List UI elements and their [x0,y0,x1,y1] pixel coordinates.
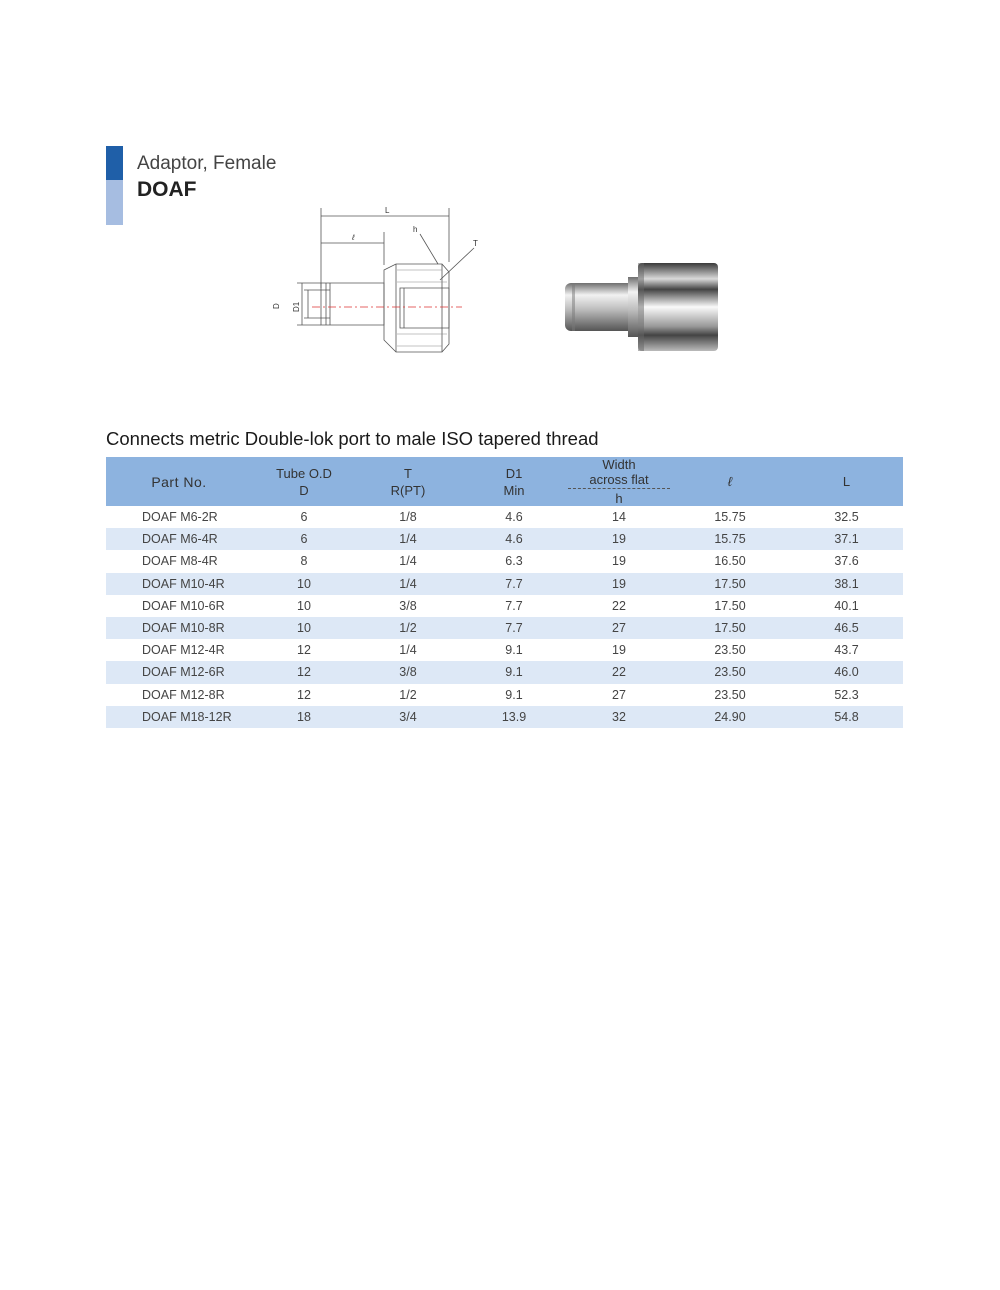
cell-l-big: 40.1 [834,598,859,613]
cell-d1: 13.9 [501,709,527,724]
cell-part-no: DOAF M10-8R [142,621,225,636]
cell-d1: 4.6 [505,532,523,547]
cell-tube-od: 10 [297,621,311,636]
cell-d1: 7.7 [505,598,523,613]
dimensions-table [106,457,903,728]
dim-label-L: L [385,206,390,215]
cell-part-no: DOAF M12-6R [142,665,225,680]
cell-h: 19 [612,576,626,591]
cell-tube-od: 10 [297,576,311,591]
product-subtitle: Adaptor, Female [137,153,277,174]
cell-h: 19 [612,532,626,547]
header-t: T R(PT) [390,465,426,498]
cell-h: 22 [612,665,626,680]
table-row [106,550,903,572]
cell-t: 3/8 [399,665,417,680]
table-row [106,595,903,617]
cell-l-big: 46.0 [834,665,859,680]
cell-tube-od: 10 [297,598,311,613]
cell-tube-od: 6 [300,510,308,525]
table-row [106,639,903,661]
cell-l-big: 37.1 [834,532,859,547]
cell-l-small: 23.50 [714,643,746,658]
cell-d1: 9.1 [505,665,523,680]
cell-t: 3/4 [399,709,417,724]
dim-label-T: T [473,239,478,248]
cell-l-big: 52.3 [834,687,859,702]
cell-l-small: 23.50 [714,665,746,680]
cell-part-no: DOAF M10-4R [142,576,225,591]
table-row [106,661,903,683]
cell-d1: 9.1 [505,687,523,702]
table-row [106,617,903,639]
table-row [106,528,903,550]
cell-tube-od: 8 [300,554,308,569]
header-tube-od: Tube O.D D [276,465,332,498]
cell-part-no: DOAF M12-8R [142,687,225,702]
cell-h: 27 [612,621,626,636]
cell-l-small: 15.75 [714,532,746,547]
cell-t: 1/2 [399,687,417,702]
cell-t: 1/4 [399,554,417,569]
cell-tube-od: 18 [297,709,311,724]
cell-part-no: DOAF M6-2R [142,510,218,525]
cell-l-big: 38.1 [834,576,859,591]
dim-label-D1: D1 [292,301,301,312]
header-l-big: L [842,474,851,489]
accent-bar-light [106,180,123,225]
cell-tube-od: 12 [297,665,311,680]
cell-l-big: 54.8 [834,709,859,724]
table-header-row [106,457,903,506]
cell-h: 14 [612,510,626,525]
cell-t: 3/8 [399,598,417,613]
dim-label-D: D [272,303,281,309]
header-width-across-flat: Width across flat h [568,457,670,506]
cell-l-small: 17.50 [714,598,746,613]
cell-l-small: 17.50 [714,576,746,591]
cell-t: 1/4 [399,532,417,547]
accent-bar-dark [106,146,123,180]
table-row [106,684,903,706]
cell-l-small: 23.50 [714,687,746,702]
cell-part-no: DOAF M12-4R [142,643,225,658]
cell-d1: 4.6 [505,510,523,525]
cell-part-no: DOAF M8-4R [142,554,218,569]
cell-h: 19 [612,554,626,569]
cell-part-no: DOAF M10-6R [142,598,225,613]
cell-d1: 6.3 [505,554,523,569]
dim-label-h: h [413,225,418,234]
table-row [106,506,903,528]
cell-l-big: 37.6 [834,554,859,569]
cell-part-no: DOAF M18-12R [142,709,232,724]
cell-l-big: 43.7 [834,643,859,658]
cell-l-small: 17.50 [714,621,746,636]
product-title: DOAF [137,178,197,201]
cell-h: 19 [612,643,626,658]
cell-l-small: 16.50 [714,554,746,569]
cell-t: 1/4 [399,576,417,591]
cell-l-big: 46.5 [834,621,859,636]
technical-drawing [262,200,492,360]
section-heading: Connects metric Double-lok port to male ISO tapered thread [106,428,599,449]
cell-h: 32 [612,709,626,724]
cell-d1: 9.1 [505,643,523,658]
cell-t: 1/4 [399,643,417,658]
header-d1: D1 Min [503,465,525,498]
cell-tube-od: 6 [300,532,308,547]
table-row [106,706,903,728]
dim-label-l: ℓ [352,233,355,242]
header-l-small: ℓ [727,474,733,489]
product-photo [560,255,730,360]
cell-h: 22 [612,598,626,613]
cell-d1: 7.7 [505,621,523,636]
cell-l-big: 32.5 [834,510,859,525]
cell-t: 1/8 [399,510,417,525]
cell-l-small: 15.75 [714,510,746,525]
cell-part-no: DOAF M6-4R [142,532,218,547]
cell-tube-od: 12 [297,687,311,702]
table-row [106,573,903,595]
cell-tube-od: 12 [297,643,311,658]
cell-d1: 7.7 [505,576,523,591]
header-part-no: Part No. [151,473,207,490]
cell-h: 27 [612,687,626,702]
cell-l-small: 24.90 [714,709,746,724]
cell-t: 1/2 [399,621,417,636]
